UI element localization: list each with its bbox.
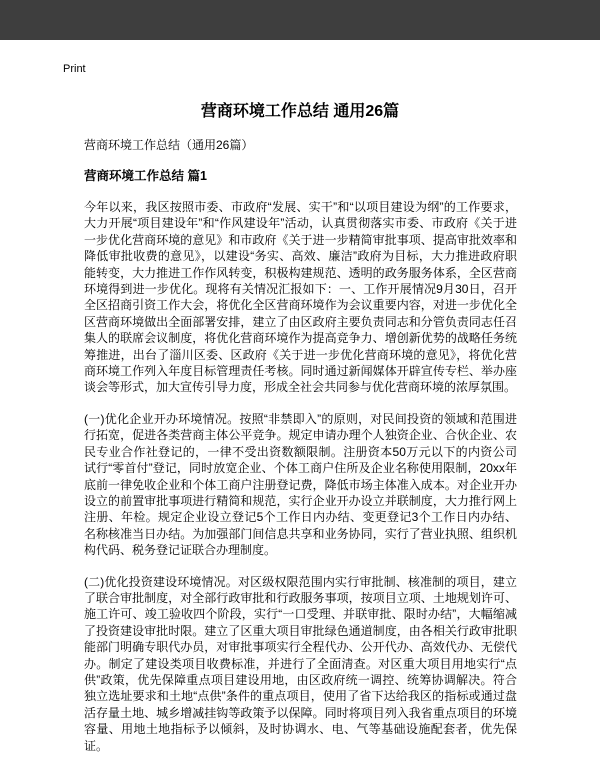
document-title: 营商环境工作总结 通用26篇 [200,103,400,120]
top-bar [0,0,600,40]
paragraph: (二)优化投资建设环境情况。对区级权限范围内实行审批制、核准制的项目，建立了联合审批制度，对全部行政审批和行政服务事项，按项目立项、土地规划许可、施工许可、竣工验收四个阶段，实行“一口受理、并联审批、限时办结”，大幅缩减了投资建设审批时限。建立了区重大项目审批绿色通道制度，由各相关行政审批职能部门明确专职代办员，对审批事项实行全程代办、公开代办、高效代办、无偿代办。制定了建设类项目收费标准，并进行了全面清查。对区重大项目用地实行“点供”政策，优先保障重点项目建设用地，由区政府统一调控、统筹协调解决。符合独立选址要求和土地“点供”条件的重点项目，使用了省下达给我区的指标或通过盘活存量土地、城乡增减挂钩等政策予以保障。同时将项目列入我省重点项目的环境容量、用地土地指标予以倾斜，及时协调水、电、气等基础设施配套者，优先保证。 [84,574,517,753]
document-subtitle: 营商环境工作总结（通用26篇） [84,138,254,152]
document-body [0,199,600,754]
section-heading: 营商环境工作总结 篇1 [84,169,207,183]
paragraph: (一)优化企业开办环境情况。按照“非禁即入”的原则，对民间投资的领域和范围进行拓宽，促进各类营商主体公平竞争。规定申请办理个人独资企业、合伙企业、农民专业合作社登记的，一律不受出资数额限制。注册资本50万元以下的内资公司试行“零首付”登记，同时放宽企业、个体工商户住所及企业名称使用限制，20xx年底前一律免收企业和个体工商户注册登记费，降低市场主体准入成本。对企业开办设立的前置审批事项进行精简和规范，实行企业开办设立并联制度，大力推行网上注册、年检。规定企业设立登记5个工作日内办结、变更登记3个工作日内办结、名称核准当日办结。为加强部门间信息共享和业务协同，实行了营业执照、组织机构代码、税务登记证联合办理制度。 [84,411,517,558]
print-link[interactable]: Print [63,63,86,75]
paragraph: 今年以来，我区按照市委、市政府“发展、实干”和“以项目建设为纲”的工作要求，大力开展“项目建设年”和“作风建设年”活动，认真贯彻落实市委、市政府《关于进一步优化营商环境的意见》和市政府《关于进一步精简审批事项、提高审批效率和降低审批收费的意见》，以建设“务实、高效、廉洁”政府为目标，大力推进政府职能转变，大力推进工作作风转变，积极构建规范、透明的政务服务体系，全区营商环境得到进一步优化。现将有关情况汇报如下：一、工作开展情况9月30日，召开全区招商引资工作大会，将优化全区营商环境作为会议重要内容，对进一步优化全区营商环境做出全面部署安排，建立了由区政府主要负责同志和分管负责同志任召集人的联席会议制度，将优化营商环境作为提高竞争力、增创新优势的战略任务统筹推进，出台了淄川区委、区政府《关于进一步优化营商环境的意见》，将优化营商环境工作列入年度目标管理责任考核。同时通过新闻媒体开辟宣传专栏、举办座谈会等形式，加大宣传引导力度，形成全社会共同参与优化营商环境的浓厚氛围。 [84,200,517,395]
